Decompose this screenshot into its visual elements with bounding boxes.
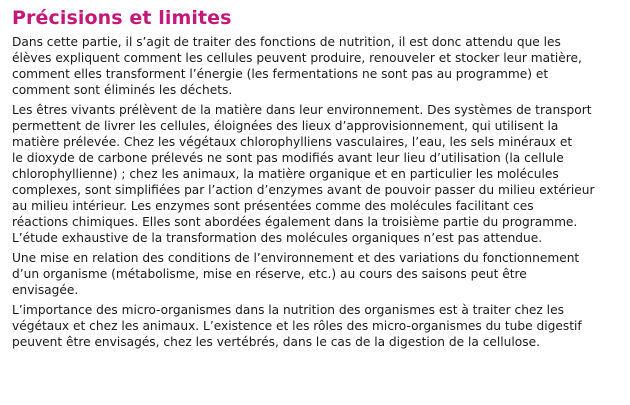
paragraph-micro-organisms xyxy=(12,302,618,350)
paragraph-line: Dans cette partie, il s’agit de traiter des fonctions de nutrition, il est donc attendu que les xyxy=(12,35,561,49)
paragraph-matter-uptake xyxy=(12,102,618,246)
paragraph-line: au milieu intérieur. Les enzymes sont présentées comme des molécules facilitant ces xyxy=(12,199,534,213)
paragraph-line: complexes, sont simplifiées par l’action d’enzymes avant de pouvoir passer du milieu extérieur xyxy=(12,183,595,197)
paragraph-line: végétaux et chez les animaux. L’existence et les rôles des micro-organismes du tube digestif xyxy=(12,319,582,333)
paragraph-line: Une mise en relation des conditions de l’environnement et des variations du fonctionnement xyxy=(12,251,580,265)
paragraph-line: permettent de livrer les cellules, éloignées des lieux d’approvisionnement, qui utilisent la xyxy=(12,119,559,133)
paragraph-line: comment sont éliminés les déchets. xyxy=(12,83,233,97)
paragraph-line: envisagée. xyxy=(12,283,79,297)
paragraph-line: d’un organisme (métabolisme, mise en réserve, etc.) au cours des saisons peut être xyxy=(12,267,527,281)
paragraph-line: élèves expliquent comment les cellules peuvent produire, renouveler et stocker leur matière, xyxy=(12,51,582,65)
paragraph-line: L’étude exhaustive de la transformation des molécules organiques n’est pas attendue. xyxy=(12,231,543,245)
section-title: Précisions et limites xyxy=(12,7,232,29)
paragraph-line: L’importance des micro-organismes dans la nutrition des organismes est à traiter chez les xyxy=(12,303,564,317)
paragraph-nutrition-functions xyxy=(12,34,618,98)
paragraph-line: peuvent être envisagés, chez les vertébrés, dans le cas de la digestion de la cellulose. xyxy=(12,335,540,349)
paragraph-line: chlorophyllienne) ; chez les animaux, la matière organique et en particulier les molécules xyxy=(12,167,559,181)
paragraph-line: comment elles transforment l’énergie (les fermentations ne sont pas au programme) et xyxy=(12,67,549,81)
paragraph-environment-seasons xyxy=(12,250,618,298)
paragraph-line: le dioxyde de carbone prélevés ne sont pas modifiés avant leur lieu d’utilisation (la cellule xyxy=(12,151,564,165)
paragraph-line: matière prélevée. Chez les végétaux chlorophylliens vasculaires, l’eau, les sels minéraux et xyxy=(12,135,573,149)
paragraph-line: réactions chimiques. Elles sont abordées également dans la troisième partie du programme. xyxy=(12,215,578,229)
paragraph-line: Les êtres vivants prélèvent de la matière dans leur environnement. Des systèmes de transport xyxy=(12,103,592,117)
